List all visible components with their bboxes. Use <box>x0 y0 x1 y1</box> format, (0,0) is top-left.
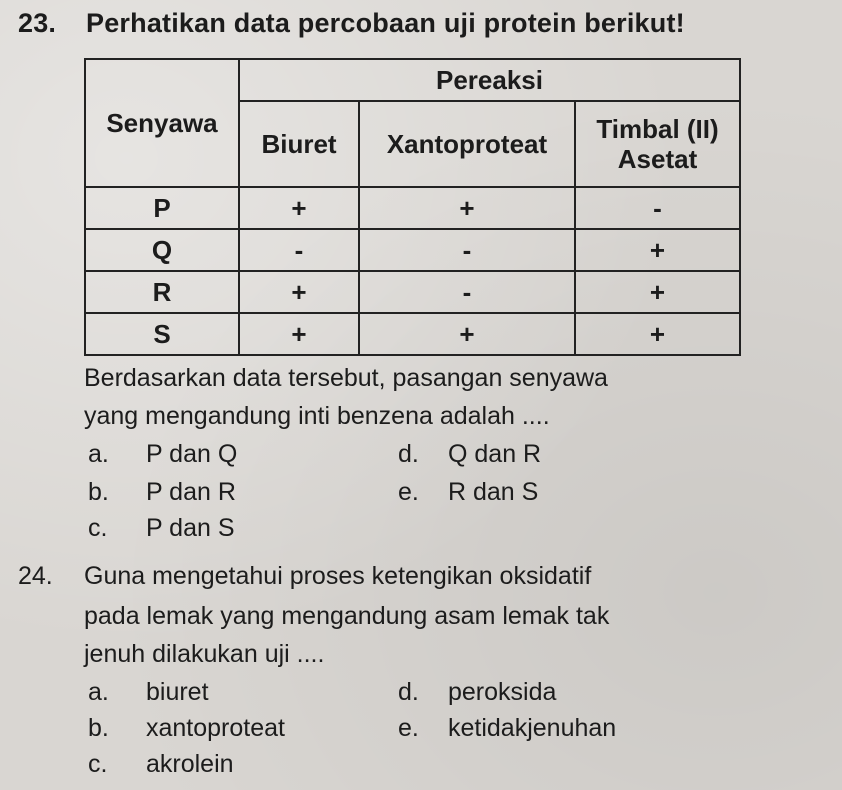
question-24-line1 <box>18 562 591 591</box>
cell-senyawa: P <box>85 187 239 229</box>
header-timbal-line1: Timbal (II) <box>596 114 719 144</box>
question-24-line2: pada lemak yang mengandung asam lemak tak <box>84 602 610 630</box>
option-text: P dan S <box>146 514 235 542</box>
cell-xantoproteat: + <box>359 187 575 229</box>
option-text: peroksida <box>448 678 557 706</box>
cell-biuret: + <box>239 313 359 355</box>
question-23-prompt: Perhatikan data percobaan uji protein berikut! <box>86 8 685 38</box>
question-24-line3: jenuh dilakukan uji .... <box>84 640 325 668</box>
q23-option-c[interactable] <box>88 514 235 543</box>
cell-senyawa: Q <box>85 229 239 271</box>
question-23-stem-line2: yang mengandung inti benzena adalah .... <box>84 402 550 430</box>
q23-option-d[interactable] <box>398 440 541 469</box>
header-timbal-asetat <box>575 101 740 187</box>
cell-senyawa: S <box>85 313 239 355</box>
cell-biuret: + <box>239 271 359 313</box>
cell-senyawa: R <box>85 271 239 313</box>
option-letter: d. <box>398 440 419 468</box>
table-row <box>85 229 740 271</box>
option-letter: c. <box>88 750 108 778</box>
q23-option-a[interactable] <box>88 440 237 469</box>
question-24-text-line1: Guna mengetahui proses ketengikan oksidatif <box>84 562 592 590</box>
cell-xantoproteat: - <box>359 229 575 271</box>
option-letter: e. <box>398 714 419 742</box>
option-text: P dan Q <box>146 440 238 468</box>
option-text: R dan S <box>448 478 539 506</box>
table-row <box>85 271 740 313</box>
q23-option-b[interactable] <box>88 478 236 507</box>
cell-xantoproteat: + <box>359 313 575 355</box>
cell-timbal: + <box>575 313 740 355</box>
q24-option-e[interactable] <box>398 714 616 743</box>
table-row <box>85 313 740 355</box>
q24-option-c[interactable] <box>88 750 234 779</box>
cell-biuret: - <box>239 229 359 271</box>
option-letter: a. <box>88 678 109 706</box>
cell-timbal: - <box>575 187 740 229</box>
q24-option-b[interactable] <box>88 714 285 743</box>
table-row <box>85 187 740 229</box>
question-23-stem-line1: Berdasarkan data tersebut, pasangan senyawa <box>84 364 608 392</box>
option-letter: b. <box>88 714 109 742</box>
cell-timbal: + <box>575 229 740 271</box>
q23-option-e[interactable] <box>398 478 538 507</box>
option-letter: b. <box>88 478 109 506</box>
cell-timbal: + <box>575 271 740 313</box>
cell-biuret: + <box>239 187 359 229</box>
header-xantoproteat: Xantoproteat <box>359 101 575 187</box>
q24-option-d[interactable] <box>398 678 556 707</box>
option-letter: c. <box>88 514 108 542</box>
option-text: biuret <box>146 678 209 706</box>
option-text: ketidakjenuhan <box>448 714 617 742</box>
header-biuret: Biuret <box>239 101 359 187</box>
question-23-number: 23. <box>18 8 57 38</box>
option-text: xantoproteat <box>146 714 285 742</box>
header-timbal-line2: Asetat <box>617 144 698 174</box>
cell-xantoproteat: - <box>359 271 575 313</box>
q24-option-a[interactable] <box>88 678 209 707</box>
header-senyawa: Senyawa <box>85 59 239 187</box>
option-text: Q dan R <box>448 440 542 468</box>
option-letter: a. <box>88 440 109 468</box>
option-letter: e. <box>398 478 419 506</box>
option-letter: d. <box>398 678 419 706</box>
protein-test-table <box>84 58 741 356</box>
question-24-number: 24. <box>18 562 53 590</box>
header-pereaksi: Pereaksi <box>239 59 740 101</box>
question-23-title <box>18 8 685 39</box>
option-text: akrolein <box>146 750 234 778</box>
option-text: P dan R <box>146 478 236 506</box>
